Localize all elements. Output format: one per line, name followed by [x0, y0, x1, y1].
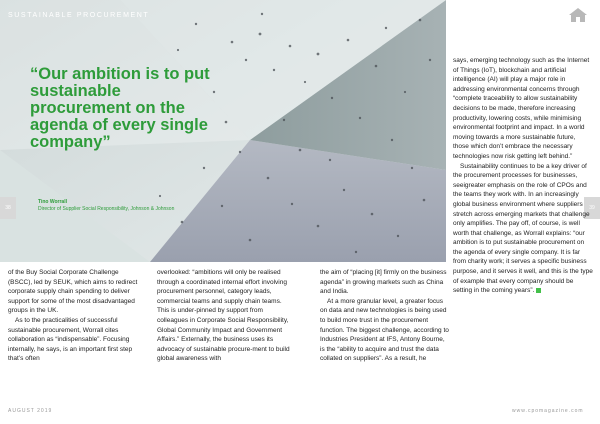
body-column-3	[320, 268, 450, 364]
quote-author	[38, 199, 198, 212]
body-column-2	[157, 268, 295, 364]
section-label: SUSTAINABLE PROCUREMENT	[8, 12, 150, 19]
page-number-left: 38	[0, 197, 16, 219]
body-column-4	[453, 56, 593, 296]
paragraph: of the Buy Social Corporate Challenge (BSCC), led by SEUK, which aims to redirect corporate supply chain spending to deliver support for some of the most disadvantaged groups in the UK.	[8, 269, 138, 315]
paragraph: As to the practicalities of successful sustainable procurement, Worrall cites collaboration as “indispensable”. Focusing internally, he says, is an important first step that’s often	[8, 316, 133, 363]
body-column-1	[8, 268, 144, 364]
footer-url[interactable]: www.cpomagazine.com	[512, 408, 584, 414]
paragraph-last	[453, 162, 593, 296]
page-number-right: 39	[584, 197, 600, 219]
paragraph: says, emerging technology such as the Internet of Things (IoT), blockchain and artificial intelligence (AI) will play a major role in addressing environmental concerns through “complete traceability to allow sustainability decisions to be made, therefore increasing productivity, lowering costs, while minimising environmental footprint and impact. In a world moving towards a more sustainable future, those which don’t embrace the necessary technologies now risk getting left behind.”	[453, 57, 590, 160]
author-name: Tino Worrall	[38, 199, 67, 205]
end-mark-icon	[536, 288, 541, 293]
author-title: Director of Supplier Social Responsibility, Johnson & Johnson	[38, 205, 175, 212]
paragraph-text: Sustainability continues to be a key driver of the procurement processes for businesses, seeigreater emphasis on the role of CPOs and the teams they work with. In an increasingly global business environment where suppliers stretch across emerging markets that challenge only amplifies. The pay off, of course, is well worth that challenge, as Worrall explains: “our ambition is to put sustainable procurement on the agenda of every single company. It is far from charity work; it serves a specific business purpose, and it serves it well, and this is the type of example that every company should be setting in the coming years”.	[453, 162, 593, 295]
paragraph: the aim of “placing [it] firmly on the business agenda” in growing markets such as China and India.	[320, 269, 447, 296]
footer-date: AUGUST 2019	[8, 408, 53, 414]
pull-quote: “Our ambition is to put sustainable procurement on the agenda of every single company”	[30, 65, 210, 151]
paragraph: overlooked: “ambitions will only be realised through a coordinated internal effort involving procurement personnel, category leads, commercial teams and supply chain teams. This is under-pinned by support from colleagues in Corporate Social Responsibility, Global Community Impact and Government Affairs.” Externally, the business uses its advocacy of sustainable procure-ment to build global awareness with	[157, 269, 290, 363]
paragraph: At a more granular level, a greater focus on data and new technologies is being used to build more trust in the procurement function. The biggest challenge, according to Industries President at IFS, Antony Bourne, is the “ability to acquire and trust the data collated on suppliers”. As a result, he	[320, 297, 449, 363]
home-icon[interactable]	[568, 7, 588, 23]
